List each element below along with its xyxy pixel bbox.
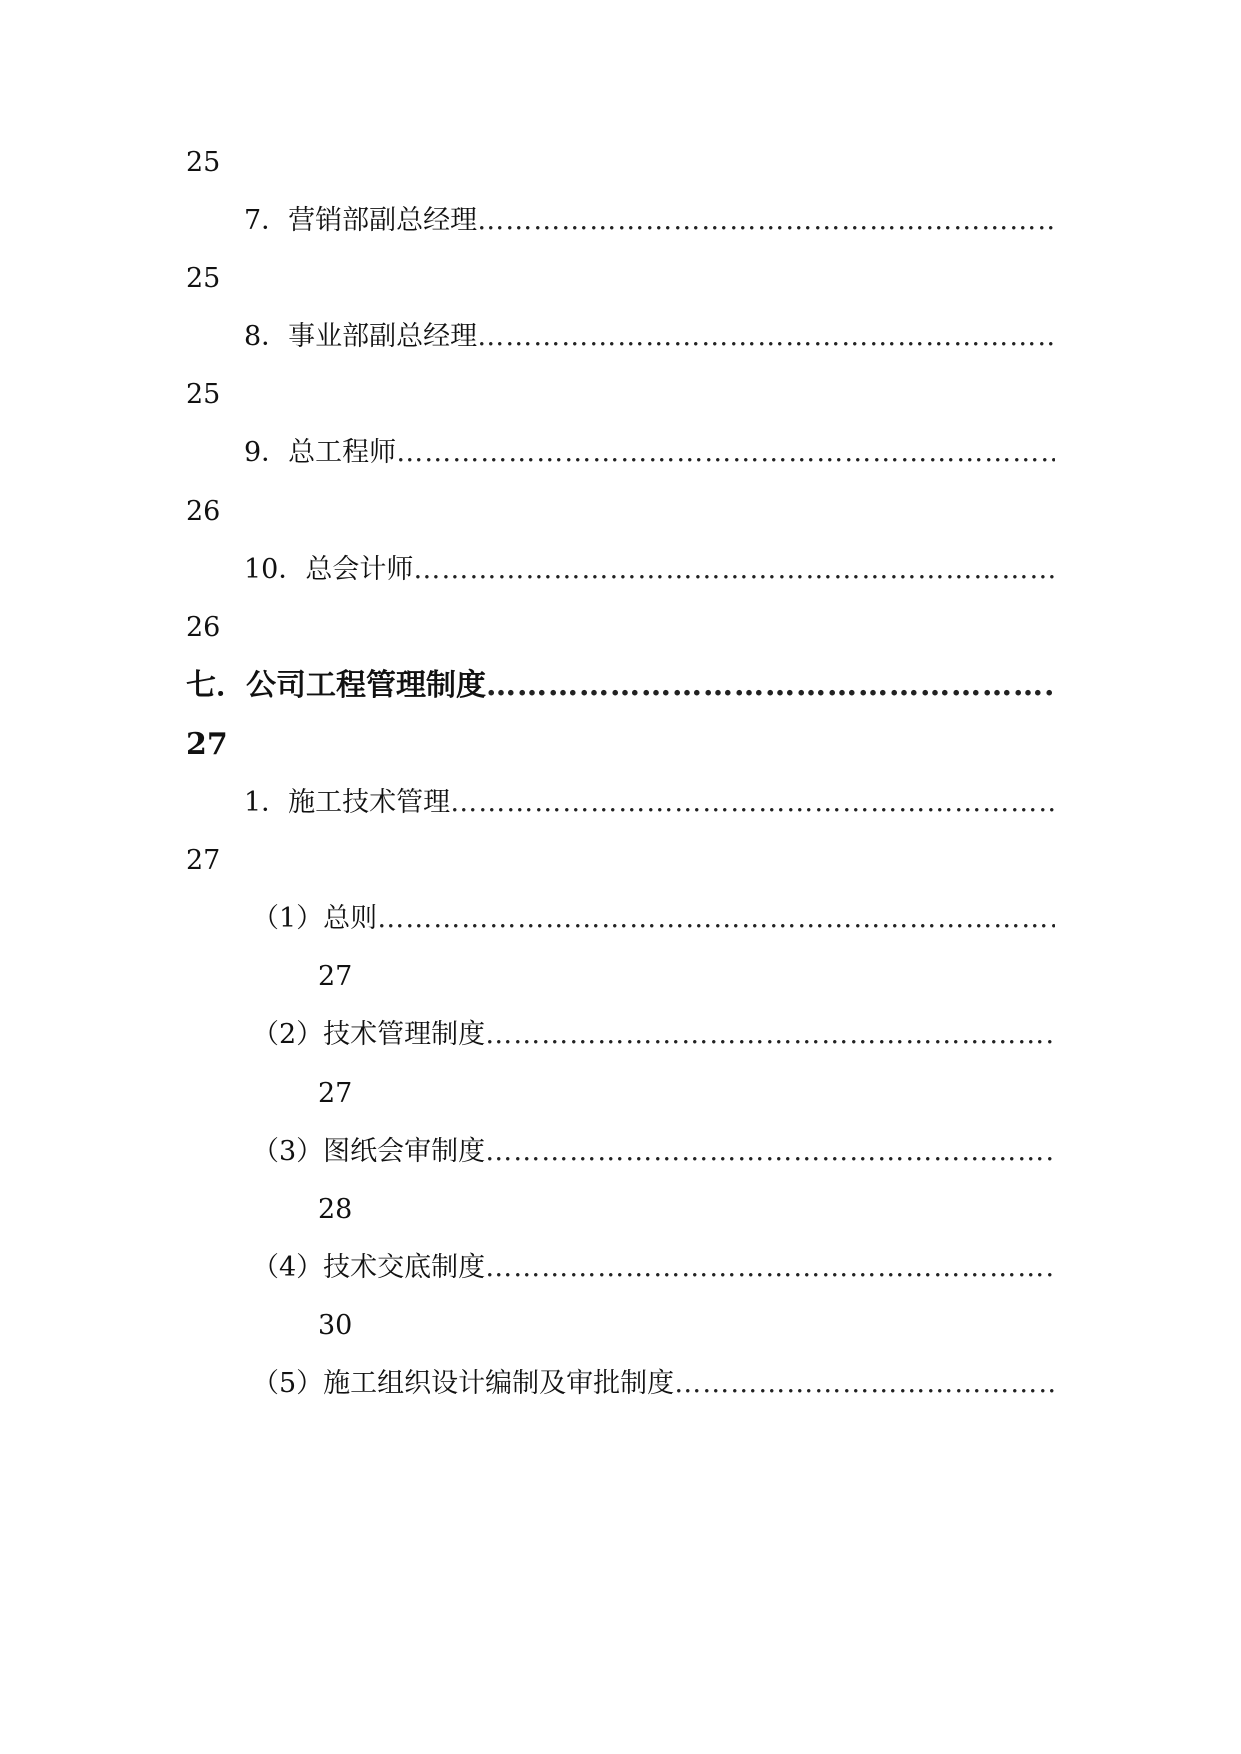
toc-page-number: 27 [186,727,228,762]
toc-page-number: 28 [318,1194,353,1225]
toc-entry[interactable] [0,191,1055,251]
toc-entry-title: 10．总会计师 [244,554,414,585]
dot-leader [674,1354,1055,1414]
toc-entry-title: （2）技术管理制度 [252,1019,486,1050]
toc-subentry[interactable] [0,1238,1055,1298]
toc-entry-title: （1）总则 [252,903,378,934]
toc-page-number: 25 [186,263,221,294]
dot-leader [477,307,1055,367]
toc-entry-title: 9．总工程师 [244,437,397,468]
toc-page-number: 27 [186,845,221,876]
toc-page-number: 27 [318,961,353,992]
dot-leader [377,889,1055,949]
toc-page-number: 25 [186,147,221,178]
toc-entry-title: （4）技术交底制度 [252,1252,486,1283]
toc-entry-title: （5）施工组织设计编制及审批制度 [252,1368,675,1399]
toc-entry[interactable] [0,423,1055,483]
dot-leader [486,656,1055,716]
toc-subentry[interactable] [0,889,1055,949]
toc-entry-title: （3）图纸会审制度 [252,1136,486,1167]
toc-subentry[interactable] [0,1005,1055,1065]
toc-chapter-entry[interactable] [0,656,1055,716]
toc-entry-title: 8．事业部副总经理 [244,321,478,352]
toc-subentry[interactable] [0,1122,1055,1182]
dot-leader [450,773,1055,833]
toc-entry[interactable] [0,773,1055,833]
toc-page-number: 26 [186,496,221,527]
toc-page-number: 26 [186,612,221,643]
dot-leader [396,423,1055,483]
dot-leader [485,1005,1055,1065]
dot-leader [485,1238,1055,1298]
dot-leader [413,540,1055,600]
toc-page-number: 25 [186,379,221,410]
toc-page-number: 27 [318,1078,353,1109]
toc-subentry[interactable] [0,1354,1055,1414]
dot-leader [485,1122,1055,1182]
toc-entry-title: 七．公司工程管理制度 [186,668,486,703]
toc-page-number: 30 [318,1310,353,1341]
toc-entry[interactable] [0,540,1055,600]
toc-entry[interactable] [0,307,1055,367]
toc-entry-title: 7．营销部副总经理 [244,205,478,236]
toc-entry-title: 1．施工技术管理 [244,787,451,818]
dot-leader [477,191,1055,251]
